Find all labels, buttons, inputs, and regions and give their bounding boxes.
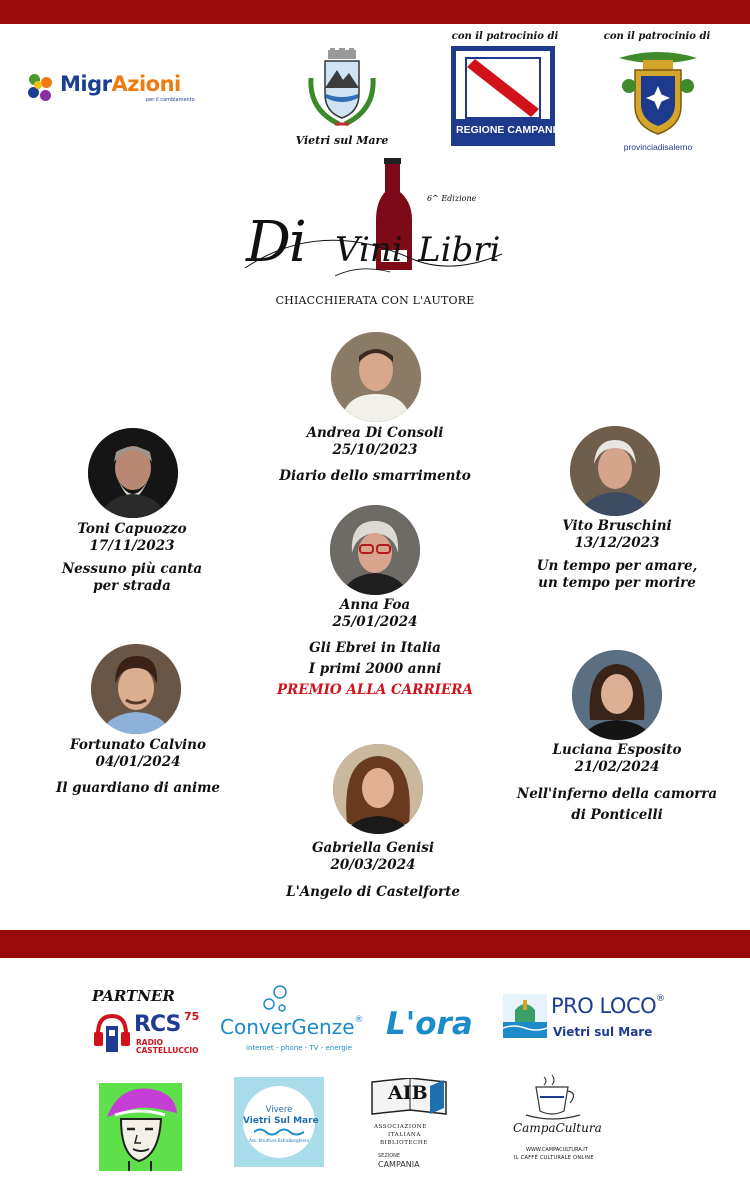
aib-section: SEZIONE <box>378 1153 401 1159</box>
book-title: Il guardiano di anime <box>56 780 220 796</box>
migrazioni-tagline: per il cambiamento <box>146 97 195 103</box>
title-word-vini: Vini <box>335 230 403 270</box>
provincia-salerno-logo <box>612 46 704 150</box>
rcs-line-2: CASTELLUCCIO <box>136 1046 199 1055</box>
author-name: Andrea Di Consoli <box>306 425 444 441</box>
rcs-line-1: RADIO <box>136 1038 163 1047</box>
event-date: 13/12/2023 <box>574 535 660 551</box>
event-gabriella-genisi <box>253 840 493 901</box>
proloco-name: PRO LOCO® <box>551 994 665 1018</box>
author-photo-foa <box>330 505 420 595</box>
lora-logo: L'ora <box>386 1006 473 1042</box>
convergenze-logo <box>218 984 366 1056</box>
rcs-radio-logo <box>92 1010 202 1056</box>
rcs-name: RCS <box>134 1012 181 1037</box>
aib-code: AIB <box>388 1082 428 1104</box>
title-word-libri: Libri <box>418 230 501 270</box>
campacultura-name: CampaCultura <box>513 1121 602 1135</box>
author-name: Luciana Esposito <box>552 742 682 758</box>
migrazioni-logo <box>28 70 213 110</box>
headphones-icon <box>92 1010 132 1054</box>
book-title: Diario dello smarrimento <box>279 468 471 484</box>
campacultura-url: WWW.CAMPACULTURA.IT <box>526 1147 588 1153</box>
bubbles-icon <box>252 984 292 1014</box>
book-title-line-2: di Ponticelli <box>571 807 663 823</box>
portrait-icon <box>99 1083 182 1171</box>
event-date: 21/02/2024 <box>574 759 660 775</box>
vietri-caption: Vietri sul Mare <box>295 134 389 147</box>
vivere-badge <box>243 1086 319 1158</box>
campacultura-tagline: IL CAFFÈ CULTURALE ONLINE <box>514 1155 594 1161</box>
regione-caption: REGIONE CAMPANIA <box>456 119 550 141</box>
rcs-number: 75 <box>184 1010 200 1023</box>
pop-art-portrait-logo <box>99 1083 182 1171</box>
event-title-logo <box>240 158 510 283</box>
aib-line-2: ITALIANA <box>388 1132 421 1138</box>
wave-icon <box>254 1127 304 1137</box>
edition-label: 6^ Edizione <box>427 194 477 203</box>
author-photo-genisi <box>333 744 423 834</box>
regione-flag-icon <box>465 57 541 119</box>
provincia-caption: provinciadisalerno <box>623 142 693 152</box>
award-label: PREMIO ALLA CARRIERA <box>277 682 473 698</box>
proloco-logo <box>503 992 663 1046</box>
event-vito-bruschini <box>497 518 737 592</box>
event-date: 25/01/2024 <box>332 614 418 630</box>
proloco-place: Vietri sul Mare <box>553 1025 653 1039</box>
aib-region: CAMPANIA <box>378 1160 420 1169</box>
author-name: Anna Foa <box>339 597 411 613</box>
title-word-di: Di <box>246 210 305 275</box>
event-anna-foa <box>255 597 495 699</box>
migrazioni-wordmark: MigrAzioni <box>60 72 181 96</box>
convergenze-name: ConverGenze® <box>220 1015 364 1039</box>
event-subtitle: CHIACCHIERATA CON L'AUTORE <box>275 294 475 307</box>
book-title-line-2: I primi 2000 anni <box>308 661 442 677</box>
aib-line-1: ASSOCIAZIONE <box>374 1124 427 1130</box>
vivere-vietri-logo <box>234 1077 324 1167</box>
vivere-line-1: Vivere <box>265 1105 293 1115</box>
vivere-line-3: Ass. Struttura Extralberghiera <box>249 1138 309 1143</box>
provincia-crest-icon <box>615 46 701 136</box>
crest-icon <box>303 48 381 130</box>
book-title: L'Angelo di Castelforte <box>286 884 460 900</box>
book-title-line-2: un tempo per morire <box>538 575 696 591</box>
middle-band <box>0 930 750 958</box>
author-photo-di-consoli <box>331 332 421 422</box>
partner-label: PARTNER <box>92 987 175 1005</box>
author-photo-esposito <box>572 650 662 740</box>
patrocinio-label-2: con il patrocinio di <box>603 31 711 42</box>
campacultura-logo <box>508 1073 602 1169</box>
event-luciana-esposito <box>497 742 737 824</box>
book-title-line-1: Nell'inferno della camorra <box>516 786 718 802</box>
author-photo-bruschini <box>570 426 660 516</box>
proloco-emblem-icon <box>503 994 547 1038</box>
book-title-line-2: per strada <box>93 578 171 594</box>
event-date: 17/11/2023 <box>89 538 175 554</box>
dots-icon <box>28 74 58 104</box>
event-date: 04/01/2024 <box>95 754 181 770</box>
event-date: 25/10/2023 <box>332 442 418 458</box>
convergenze-tagline: internet - phone - TV - energie <box>246 1044 353 1052</box>
book-title-line-1: Un tempo per amare, <box>536 558 698 574</box>
regione-campania-logo <box>451 46 564 146</box>
author-name: Toni Capuozzo <box>77 521 187 537</box>
author-photo-calvino <box>91 644 181 734</box>
event-fortunato-calvino <box>18 737 258 797</box>
top-band <box>0 0 750 24</box>
author-photo-capuozzo <box>88 428 178 518</box>
book-title-line-1: Nessuno più canta <box>61 561 203 577</box>
author-name: Vito Bruschini <box>562 518 672 534</box>
coffee-cup-icon <box>518 1073 588 1121</box>
author-name: Fortunato Calvino <box>70 737 206 753</box>
aib-logo <box>370 1078 448 1170</box>
event-andrea-di-consoli <box>255 425 495 485</box>
patrocinio-label-1: con il patrocinio di <box>451 31 559 42</box>
vivere-line-2: Vietri Sul Mare <box>243 1116 319 1126</box>
aib-line-3: BIBLIOTECHE <box>380 1140 428 1146</box>
event-toni-capuozzo <box>12 521 252 595</box>
event-date: 20/03/2024 <box>330 857 416 873</box>
author-name: Gabriella Genisi <box>311 840 435 856</box>
vietri-crest <box>292 48 392 148</box>
book-title-line-1: Gli Ebrei in Italia <box>309 640 441 656</box>
